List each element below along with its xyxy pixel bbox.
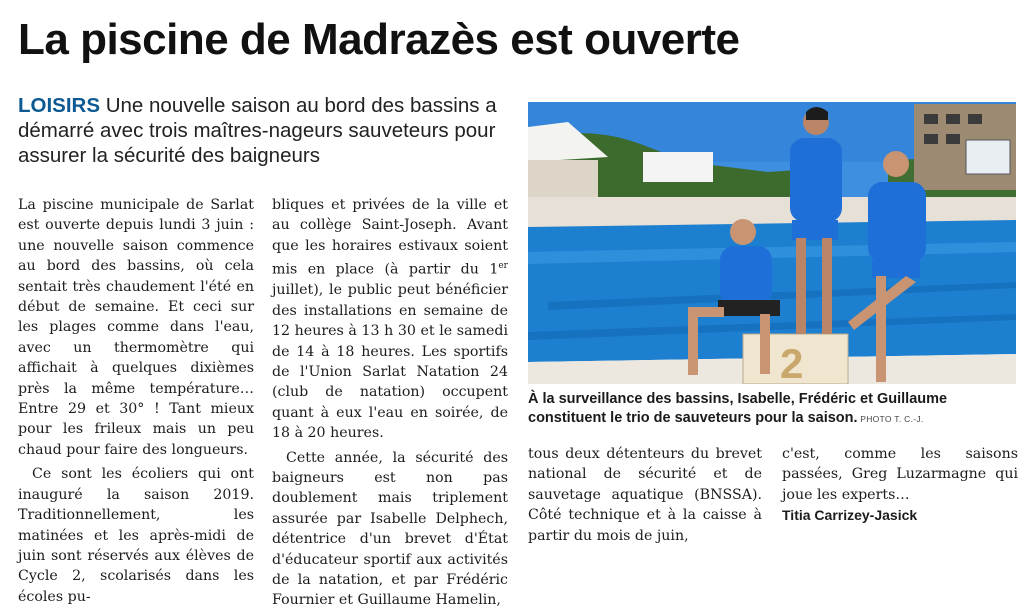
person-leg: [688, 307, 698, 375]
person-head: [730, 219, 756, 245]
window: [924, 134, 938, 144]
article-photo: [528, 102, 1016, 384]
starting-block-number: 2: [780, 340, 804, 384]
window: [968, 114, 982, 124]
paragraph: tous deux détenteurs du brevet national de sécurité et de sauvetage aquatique (BNSSA). Côté technique et à la caisse à partir du mois de juin,: [528, 446, 762, 544]
person-leg: [760, 314, 770, 374]
pool-scene: [528, 102, 1016, 384]
person-shorts: [872, 260, 920, 278]
paragraph-part: bliques et privées de la ville et au collège Saint-Joseph. Avant que les horaires estivaux soient mis en place (à partir du 1: [272, 197, 508, 278]
author-signature: Titia Carrizey-Jasick: [782, 507, 918, 524]
headline: La piscine de Madrazès est ouverte: [18, 15, 740, 64]
person-leg: [822, 238, 832, 334]
window: [946, 114, 960, 124]
article-column-1: [18, 195, 254, 607]
window: [924, 114, 938, 124]
paragraph-part: juillet), le public peut bénéficier des installations en semaine de 12 heures à 13 h 30 et le samedi de 14 à 18 heures. Les sportifs de l'Union Sarlat Natation 24 (club de natation) occupent quant à eux l'eau en soirée, de 18 à 20 heures.: [272, 282, 508, 442]
person-shirt: [720, 246, 772, 306]
person-head: [883, 151, 909, 177]
superscript: er: [498, 261, 508, 272]
person-shirt: [868, 182, 926, 262]
photo-caption: [528, 390, 1016, 429]
person-leg: [694, 307, 724, 317]
paragraph: [272, 195, 508, 444]
person-leg: [796, 238, 806, 334]
article-column-4: [782, 444, 1018, 526]
paragraph: La piscine municipale de Sarlat est ouverte depuis lundi 3 juin : une nouvelle saison commence au bord des bassins, où cela sentait très chaudement l'été en début de semaine. Et ceci sur les plages comme dans l'eau, avec un thermomètre qui affichait à quelques dixièmes près la même température… Entre 29 et 30° ! Tant mieux pour les frileux mais un peu chaud pour faire des longueurs.: [18, 197, 254, 458]
photo-credit: PHOTO T. C.-J.: [857, 414, 924, 424]
pool-building: [643, 152, 713, 182]
window: [946, 134, 960, 144]
deck-text: Une nouvelle saison au bord des bassins a démarré avec trois maîtres-nageurs sauveteurs pour assurer la sécurité des baigneurs: [18, 94, 497, 167]
person-shorts: [718, 300, 780, 316]
paragraph: c'est, comme les saisons passées, Greg Luzarmagne qui joue les experts…: [782, 446, 1018, 503]
person-shorts: [792, 220, 838, 240]
sign-board: [966, 140, 1010, 174]
article-column-3: [528, 444, 762, 546]
caption-text: À la surveillance des bassins, Isabelle, Frédéric et Guillaume constituent le trio de sauveteurs pour la saison.: [528, 391, 948, 426]
deck: [18, 93, 508, 168]
paragraph: Cette année, la sécurité des baigneurs est non pas doublement mais triplement assurée par Isabelle Delphech, détentrice d'un brevet d'État d'éducateur sportif aux activités de la natation, et par Frédéric Fournier et Guillaume Hamelin,: [272, 449, 508, 609]
person-shirt: [790, 138, 842, 222]
paragraph: Ce sont les écoliers qui ont inauguré la saison 2019. Traditionnellement, les matinées et les après-midi de juin sont réservés aux élèves de Cycle 2, scolarisés dans les écoles pu-: [18, 466, 254, 605]
person-leg: [876, 276, 886, 382]
article-column-2: [272, 195, 508, 611]
deck-kicker: LOISIRS: [18, 94, 101, 117]
